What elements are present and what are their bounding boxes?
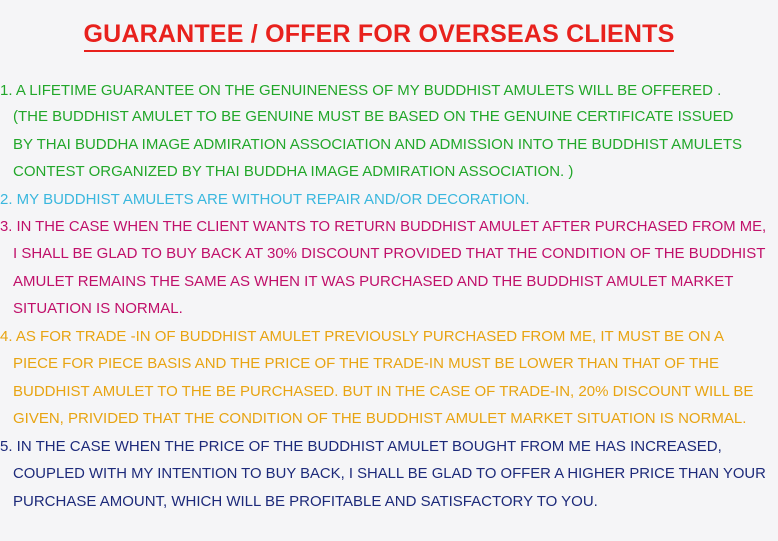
item-3-line-2: I SHALL BE GLAD TO BUY BACK AT 30% DISCOUNT PROVIDED THAT THE CONDITION OF THE BUDDHIST	[13, 245, 766, 262]
item-1-line-3: BY THAI BUDDHA IMAGE ADMIRATION ASSOCIATION AND ADMISSION INTO THE BUDDHIST AMULETS	[13, 136, 743, 153]
item-1-line-1: 1. A LIFETIME GUARANTEE ON THE GENUINENESS OF MY BUDDHIST AMULETS WILL BE OFFERED .	[0, 82, 722, 99]
item-3-line-4: SITUATION IS NORMAL.	[13, 300, 183, 317]
item-1-line-4: CONTEST ORGANIZED BY THAI BUDDHA IMAGE ADMIRATION ASSOCIATION. )	[13, 163, 574, 180]
item-4-line-2: PIECE FOR PIECE BASIS AND THE PRICE OF THE TRADE-IN MUST BE LOWER THAN THAT OF THE	[13, 355, 719, 372]
item-1-line-2: (THE BUDDHIST AMULET TO BE GENUINE MUST BE BASED ON THE GENUINE CERTIFICATE ISSUED	[13, 108, 734, 125]
item-2-line-1: 2. MY BUDDHIST AMULETS ARE WITHOUT REPAIR AND/OR DECORATION.	[0, 191, 530, 208]
page-title	[0, 20, 758, 49]
item-5-line-1: 5. IN THE CASE WHEN THE PRICE OF THE BUDDHIST AMULET BOUGHT FROM ME HAS INCREASED,	[0, 438, 722, 455]
item-3-line-3: AMULET REMAINS THE SAME AS WHEN IT WAS PURCHASED AND THE BUDDHIST AMULET MARKET	[13, 273, 734, 290]
item-4-line-1: 4. AS FOR TRADE -IN OF BUDDHIST AMULET PREVIOUSLY PURCHASED FROM ME, IT MUST BE ON A	[0, 328, 725, 345]
item-5-line-2: COUPLED WITH MY INTENTION TO BUY BACK, I SHALL BE GLAD TO OFFER A HIGHER PRICE THAN YOUR	[13, 465, 766, 482]
item-4-line-3: BUDDHIST AMULET TO THE BE PURCHASED. BUT IN THE CASE OF TRADE-IN, 20% DISCOUNT WILL BE	[13, 383, 754, 400]
item-3-line-1: 3. IN THE CASE WHEN THE CLIENT WANTS TO RETURN BUDDHIST AMULET AFTER PURCHASED FROM ME,	[0, 218, 767, 235]
item-5-line-3: PURCHASE AMOUNT, WHICH WILL BE PROFITABLE AND SATISFACTORY TO YOU.	[13, 493, 598, 510]
item-4-line-4: GIVEN, PRIVIDED THAT THE CONDITION OF THE BUDDHIST AMULET MARKET SITUATION IS NORMAL.	[13, 410, 747, 427]
page-title-text: GUARANTEE / OFFER FOR OVERSEAS CLIENTS	[84, 20, 675, 52]
